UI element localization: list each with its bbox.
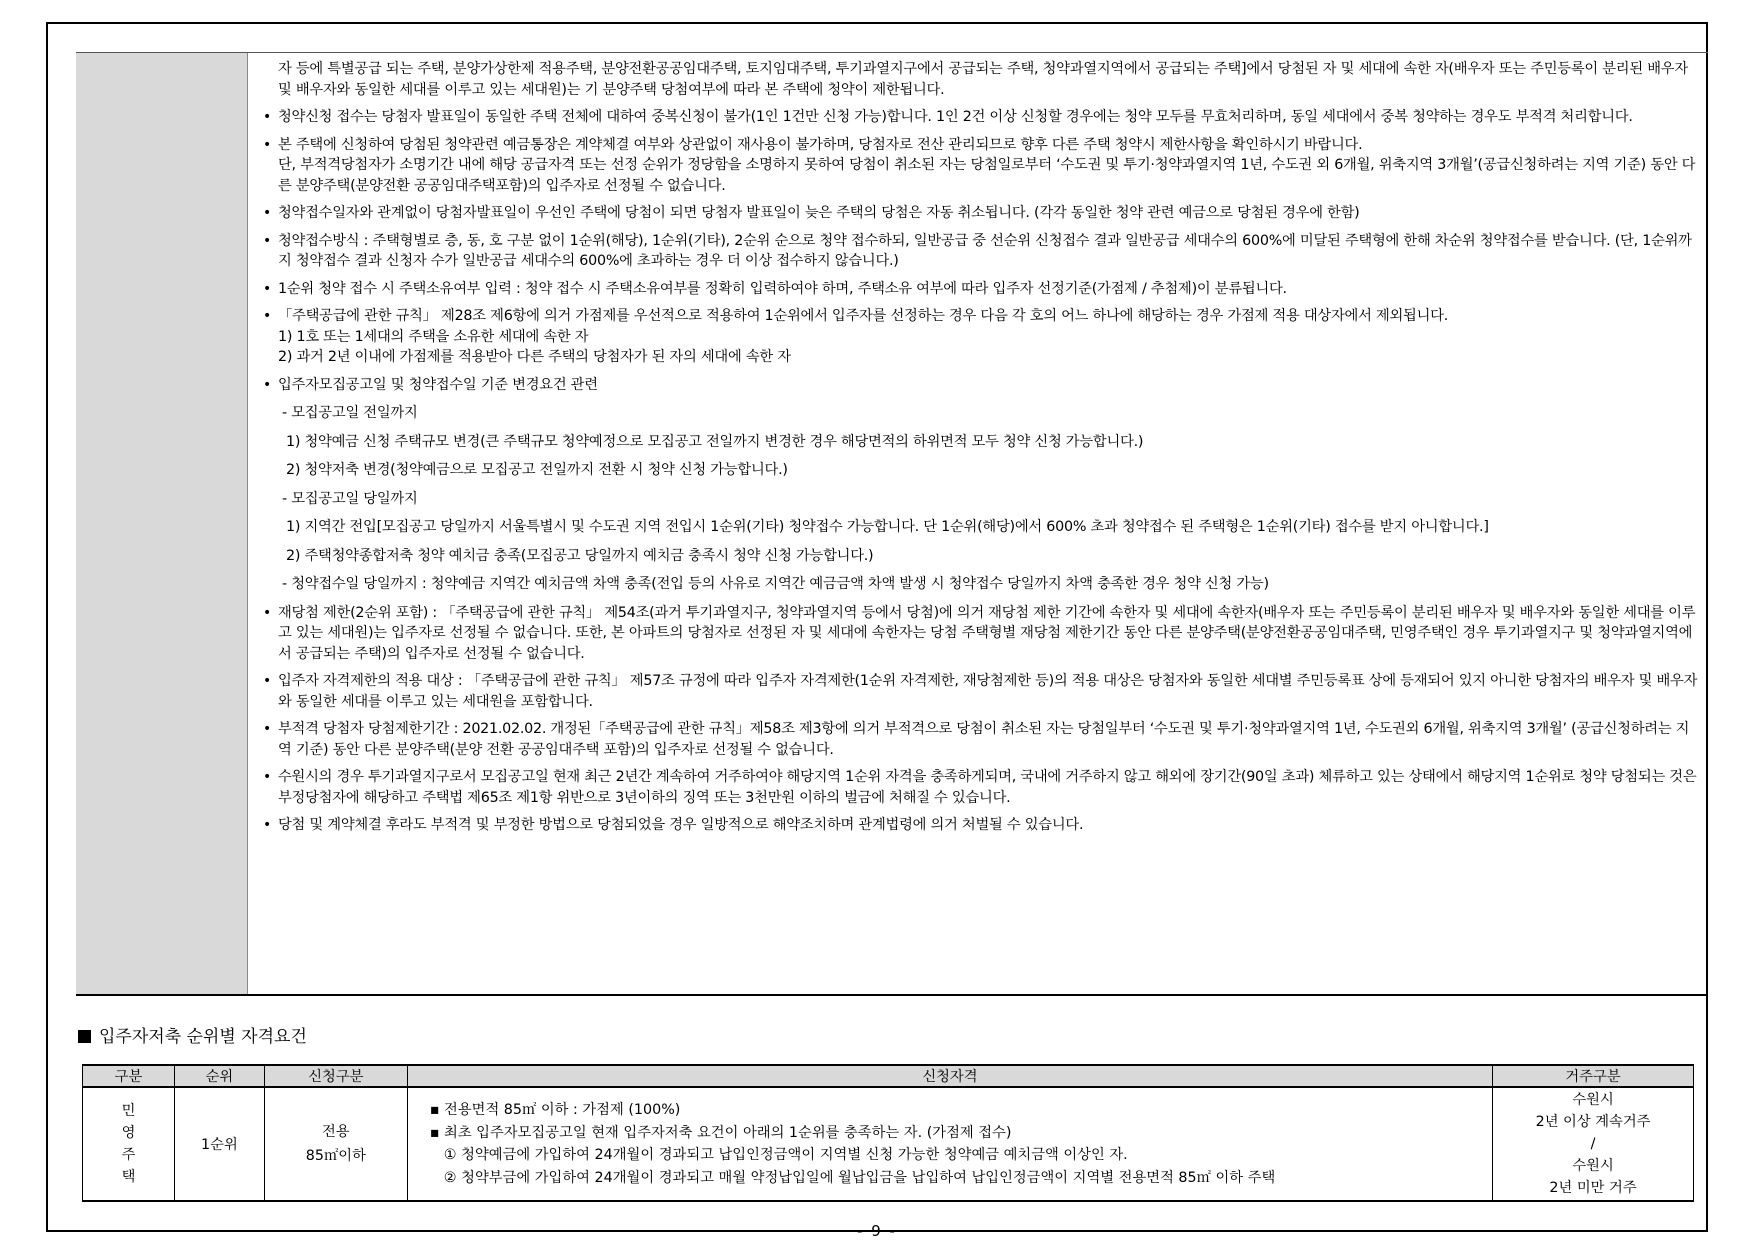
category-char: 택 xyxy=(121,1169,136,1185)
header-rank: 순위 xyxy=(174,1065,264,1087)
square-bullet-icon xyxy=(78,1030,91,1043)
bullet-duplicate-application: • 청약신청 접수는 당첨자 발표일이 동일한 주택 전체에 대하여 중복신청이 불가(1인 1건만 신청 가능)합니다. 1인 2건 이상 신청할 경우에는 청약 모두를 무효처리하며, 동일 세대에서 중복 청약하는 경우도 부적격 처리합니다. xyxy=(252,107,1702,128)
residence-line: 수원시 xyxy=(1572,1158,1614,1174)
category-char: 민 xyxy=(121,1103,136,1119)
rule28-item: 2) 과거 2년 이내에 가점제를 적용받아 다른 주택의 당첨자가 된 자의 세대에 속한 자 xyxy=(278,349,791,365)
qualification-cell xyxy=(407,1087,1492,1201)
bullet-suwon-residence: • 수원시의 경우 투기과열지구로서 모집공고일 현재 최근 2년간 계속하여 거주하여야 해당지역 1순위 자격을 충족하게되며, 국내에 거주하지 않고 해외에 장기간(90일 초과) 체류하고 있는 상태에서 해당지역 1순위로 청약 당첨되는 것은 부정당첨자에 해당하고 주택법 제65조 제1항 위반으로 3년이하의 징역 또는 3천만원 이하의 벌금에 처해질 수 있습니다. xyxy=(252,767,1702,808)
residence-line: / xyxy=(1590,1136,1596,1152)
qualification-line: ▪ 전용면적 85㎡ 이하 : 가점제 (100%) xyxy=(429,1102,681,1118)
section-title-text: 입주자저축 순위별 자격요건 xyxy=(99,1027,307,1047)
notice-box xyxy=(76,52,1708,996)
bullet-bank-account-text: • 본 주택에 신청하여 당첨된 청약관련 예금통장은 계약체결 여부와 상관없이 재사용이 불가하며, 당첨자로 전산 관리되므로 향후 다른 주택 청약시 제한사항을 확인하시기 바랍니다. xyxy=(278,136,1363,153)
rule28-text: • 「주택공급에 관한 규칙」 제28조 제6항에 의거 가점제를 우선적으로 적용하여 1순위에서 입주자를 선정하는 경우 다음 각 호의 어느 하나에 해당하는 경우 가점제 적용 대상자에서 제외됩니다. xyxy=(278,308,1449,324)
apply-type-line: 전용 xyxy=(322,1124,350,1140)
category-char: 주 xyxy=(121,1147,136,1163)
apply-type-line: 85㎡이하 xyxy=(305,1148,366,1164)
change-before-item: 1) 청약예금 신청 주택규모 변경(큰 주택규모 청약예정으로 모집공고 전일까지 변경한 경우 해당면적의 하위면적 모두 청약 신청 가능합니다.) xyxy=(286,433,1144,450)
page-number: - 9 - xyxy=(857,1222,897,1240)
change-before-item: 2) 청약저축 변경(청약예금으로 모집공고 전일까지 전환 시 청약 신청 가능합니다.) xyxy=(286,462,788,478)
bullet-auto-cancel: • 청약접수일자와 관계없이 당첨자발표일이 우선인 주택에 당첨이 되면 당첨자 발표일이 늦은 주택의 당첨은 자동 취소됩니다. (각각 동일한 청약 관련 예금으로 당첨된 경우에 한함) xyxy=(252,203,1702,224)
residence-line: 2년 이상 계속거주 xyxy=(1535,1114,1651,1130)
bullet-rule28 xyxy=(252,306,1702,368)
rank-cell: 1순위 xyxy=(174,1087,264,1201)
requirements-table xyxy=(82,1064,1694,1202)
table-row xyxy=(83,1087,1694,1201)
bullet-ownership-input: • 1순위 청약 접수 시 주택소유여부 입력 : 청약 접수 시 주택소유여부를 정확히 입력하여야 하며, 주택소유 여부에 따라 입주자 선정기준(가점제 / 추첨제)이 분류됩니다. xyxy=(252,279,1702,300)
bullet-ineligible-period: • 부적격 당첨자 당첨제한기간 : 2021.02.02. 개정된「주택공급에 관한 규칙」제58조 제3항에 의거 부적격으로 당첨이 취소된 자는 당첨일부터 ‘수도권 및 투기·청약과열지역 1년, 수도권외 6개월, 위축지역 3개월’ (공급신청하려는 지역 기준) 동안 다른 분양주택(분양 전환 공공임대주택 포함)의 입주자로 선정될 수 없습니다. xyxy=(252,719,1702,760)
category-cell xyxy=(83,1087,175,1201)
page-frame xyxy=(46,22,1708,1240)
change-receipt-line: - 청약접수일 당일까지 : 청약예금 지역간 예치금액 차액 충족(전입 등의 사유로 지역간 예금금액 차액 발생 시 청약접수 당일까지 차액 충족한 경우 청약 신청 가능) xyxy=(282,576,1269,592)
bullet-fraud-cancel: • 당첨 및 계약체결 후라도 부적격 및 부정한 방법으로 당첨되었을 경우 일방적으로 해약조치하며 관계법령에 의거 처벌될 수 있습니다. xyxy=(252,815,1702,836)
bullet-bank-account-note: 단, 부적격당첨자가 소명기간 내에 해당 공급자격 또는 선정 순위가 정당함을 소명하지 못하여 당첨이 취소된 자는 당첨일로부터 ‘수도권 및 투기·청약과열지역 1년, 수도권 외 6개월, 위축지역 3개월’(공급신청하려는 지역 기준) 동안 다른 분양주택(분양전환 공공임대주택포함)의 입주자로 선정될 수 없습니다. xyxy=(278,157,1696,194)
change-before-title: - 모집공고일 전일까지 xyxy=(282,405,418,421)
qualification-line: ▪ 최초 입주자모집공고일 현재 입주자저축 요건이 아래의 1순위를 충족하는 자. (가점제 접수) xyxy=(429,1124,1012,1141)
table-header-row xyxy=(83,1065,1694,1087)
notice-body xyxy=(252,59,1702,843)
header-apply-type: 신청구분 xyxy=(264,1065,407,1087)
residence-line: 수원시 xyxy=(1572,1092,1614,1108)
residence-line: 2년 미만 거주 xyxy=(1549,1180,1637,1196)
intro-line: 자 등에 특별공급 되는 주택, 분양가상한제 적용주택, 분양전환공공임대주택, 토지임대주택, 투기과열지구에서 공급되는 주택, 청약과열지역에서 공급되는 주택]에서 당첨된 자 및 세대에 속한 자(배우자 또는 주민등록이 분리된 배우자 및 배우자와 동일한 세대를 이루고 있는 세대원)는 기 분양주택 당첨여부에 따라 본 주택에 청약이 제한됩니다. xyxy=(278,61,1688,98)
rule28-item: 1) 1호 또는 1세대의 주택을 소유한 세대에 속한 자 xyxy=(278,328,589,345)
apply-type-cell xyxy=(264,1087,407,1201)
change-day-title: - 모집공고일 당일까지 xyxy=(282,490,418,507)
change-day-item: 2) 주택청약종합저축 청약 예치금 충족(모집공고 당일까지 예치금 충족시 청약 신청 가능합니다.) xyxy=(286,547,874,564)
bullet-qualification-limit: • 입주자 자격제한의 적용 대상 : 「주택공급에 관한 규칙」 제57조 규정에 따라 입주자 자격제한(1순위 자격제한, 재당첨제한 등)의 적용 대상은 당첨자와 동일한 세대별 주민등록표 상에 등재되어 있지 아니한 당첨자의 배우자 및 배우자와 동일한 세대를 이루고 있는 세대원을 포함합니다. xyxy=(252,671,1702,712)
bullet-rewin-restriction: • 재당첨 제한(2순위 포함) : 「주택공급에 관한 규칙」 제54조(과거 투기과열지구, 청약과열지역 등에서 당첨)에 의거 재당첨 제한 기간에 속한자 및 세대에 속한자(배우자 또는 주민등록이 분리된 배우자 및 배우자와 동일한 세대를 이루고 있는 세대원)는 입주자로 선정될 수 없습니다. 또한, 본 아파트의 당첨자로 선정된 자 및 세대에 속한자는 당첨 주택형별 재당첨 제한기간 동안 다른 분양주택(분양전환공공임대주택, 민영주택인 경우 투기과열지구 및 청약과열지역에서 공급되는 주택)의 입주자로 선정될 수 없습니다. xyxy=(252,603,1702,665)
bullet-receipt-method: • 청약접수방식 : 주택형별로 층, 동, 호 구분 없이 1순위(해당), 1순위(기타), 2순위 순으로 청약 접수하되, 일반공급 중 선순위 신청접수 결과 일반공급 세대수의 600%에 미달된 주택형에 한해 차순위 청약접수를 받습니다. (단, 1순위까지 청약접수 결과 신청자 수가 일반공급 세대수의 600%에 초과하는 경우 더 이상 접수하지 않습니다.) xyxy=(252,231,1702,272)
header-residence: 거주구분 xyxy=(1493,1065,1694,1087)
header-category: 구분 xyxy=(83,1065,175,1087)
header-qualification: 신청자격 xyxy=(407,1065,1492,1087)
qualification-line: ① 청약예금에 가입하여 24개월이 경과되고 납입인정금액이 지역별 신청 가능한 청약예금 예치금액 이상인 자. xyxy=(443,1147,1128,1163)
category-char: 영 xyxy=(121,1125,136,1141)
qualification-line: ② 청약부금에 가입하여 24개월이 경과되고 매월 약정납입일에 월납입금을 납입하여 납입인정금액이 지역별 전용면적 85㎡ 이하 주택 xyxy=(443,1169,1276,1186)
section-title xyxy=(78,1022,307,1047)
change-day-item: 1) 지역간 전입[모집공고 당일까지 서울특별시 및 수도권 지역 전입시 1순위(기타) 청약접수 가능합니다. 단 1순위(해당)에서 600% 초과 청약접수 된 주택형은 1순위(기타) 접수를 받지 아니합니다.] xyxy=(286,519,1489,535)
bullet-change-requirements: • 입주자모집공고일 및 청약접수일 기준 변경요건 관련 xyxy=(252,375,1702,396)
bullet-bank-account xyxy=(252,135,1702,197)
notice-label-column xyxy=(76,53,248,994)
residence-cell xyxy=(1493,1087,1694,1201)
